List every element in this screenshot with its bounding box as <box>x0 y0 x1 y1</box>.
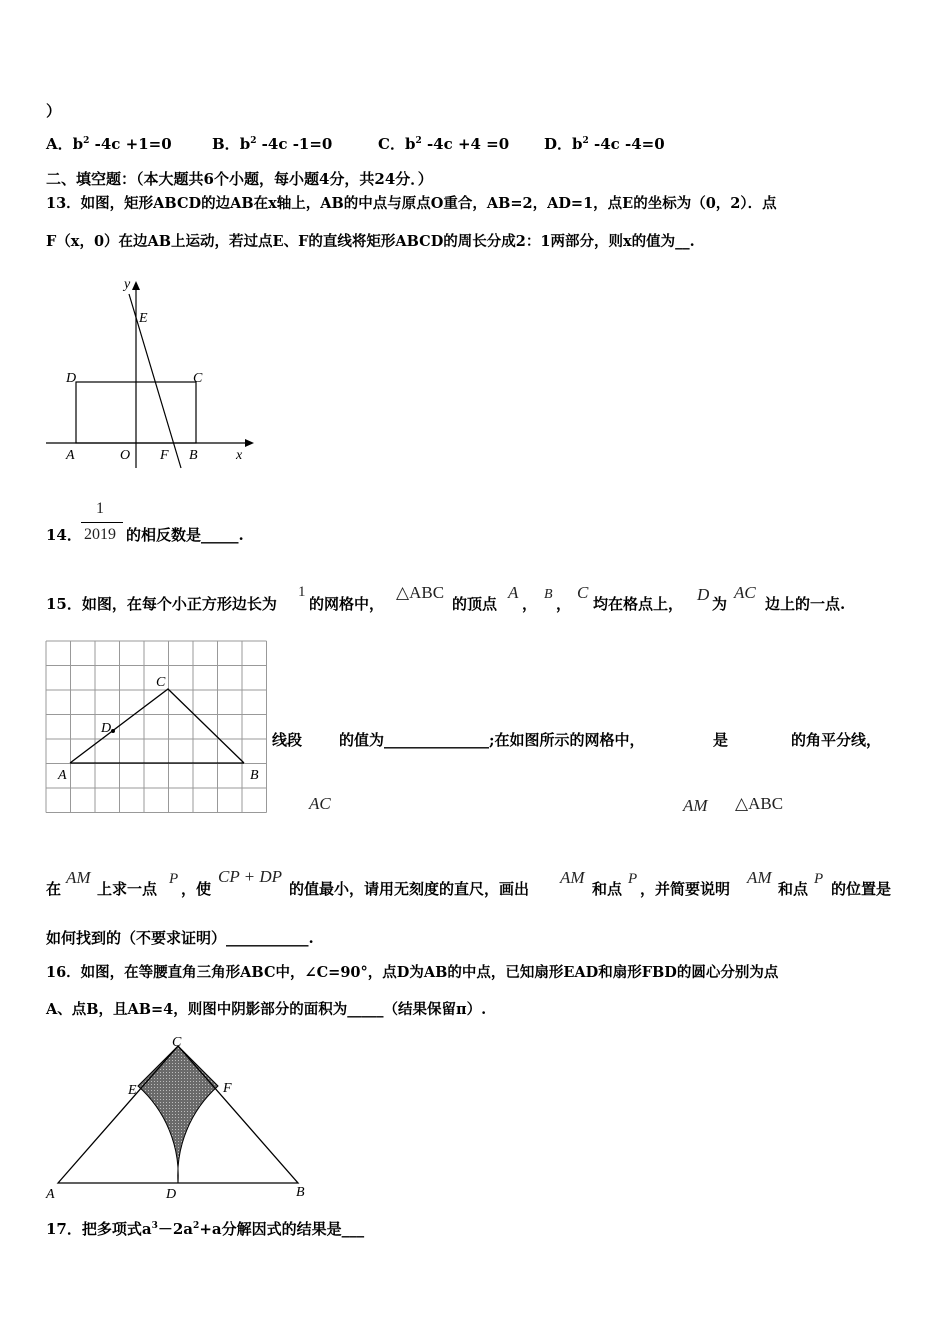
point-d <box>111 729 115 733</box>
q14-frac-denominator: 2019 <box>84 526 116 543</box>
fig16-label-e: E <box>128 1083 137 1098</box>
q15-row2-a: 线段 <box>272 731 303 749</box>
line-ef <box>129 294 181 468</box>
q15-row3-t2: ，使 <box>181 880 212 898</box>
q15-one: 1 <box>298 584 306 600</box>
q14-frac-numerator: 1 <box>96 500 104 517</box>
q15-row3-zai: 在 <box>46 880 62 898</box>
label-d: D <box>66 371 77 386</box>
fig16-label-b: B <box>296 1185 305 1200</box>
q12-option-c: C．$b^2$ -4c +4 =0 <box>378 135 510 153</box>
q12-option-a: A．$b^2$ -4c +1=0 <box>46 135 172 153</box>
q15-row3-am2: AM <box>560 868 585 887</box>
q13-line2: F（x，0）在边AB上运动，若过点E、F的直线将矩形ABCD的周长分成2：1两部分，则x的值为__. <box>46 233 695 250</box>
q15-row3-t4: 和点 <box>592 880 623 898</box>
q14-number: 14． <box>46 526 82 544</box>
q15-comma2: ， <box>556 595 572 613</box>
continued-paren: ） <box>46 102 62 120</box>
q12-option-b: B．$b^2$ -4c -1=0 <box>212 135 333 153</box>
q15-b: B <box>544 587 553 602</box>
q16-figure <box>40 1036 320 1206</box>
q15-triangle: △ABC <box>396 583 445 602</box>
q15-t4: 为 <box>712 595 728 613</box>
q15-row2-c: 是 <box>713 731 729 749</box>
label-o: O <box>120 448 131 463</box>
q15-t3: 均在格点上， <box>593 595 684 613</box>
grid-label-b: B <box>250 768 259 783</box>
fig16-label-f: F <box>223 1081 232 1096</box>
q15-row3-t1: 上求一点 <box>97 880 158 898</box>
q15-row3-t5: ，并简要说明 <box>640 880 731 898</box>
q13-line1: 13．如图，矩形ABCD的边AB在x轴上，AB的中点与原点O重合，AB=2，AD=1，点E的坐标为（0，2）．点 <box>46 195 777 212</box>
q14-text: 的相反数是_____. <box>126 526 244 544</box>
section-2-title: 二、填空题：（本大题共6个小题，每小题4分，共24分．） <box>46 170 433 188</box>
label-f: F <box>160 448 169 463</box>
q15-row3-am1: AM <box>66 868 91 887</box>
q15-under-ac: AC <box>309 794 331 813</box>
q17-line: 17．把多项式$a^3-2a^2+a$分解因式的结果是___ <box>46 1220 365 1238</box>
x-axis-arrow <box>245 439 254 447</box>
q15-row2-d: 的角平分线， <box>791 731 882 749</box>
grid-lines <box>46 641 267 813</box>
label-e: E <box>139 311 148 326</box>
q15-row3-expr: CP + DP <box>218 867 283 886</box>
q16-line1: 16．如图，在等腰直角三角形ABC中，∠C=90°，点D为AB的中点，已知扇形EAD和扇形FBD的圆心分别为点 <box>46 964 779 981</box>
grid-label-d: D <box>101 721 112 736</box>
q15-row4: 如何找到的（不要求证明）___________. <box>46 929 314 947</box>
q15-t1: 的网格中， <box>309 595 385 613</box>
q15-d: D <box>697 585 710 604</box>
label-b: B <box>189 448 198 463</box>
q15-ac: AC <box>734 583 756 602</box>
q15-row3-t6: 和点 <box>778 880 809 898</box>
q15-row3-t3: 的值最小，请用无刻度的直尺，画出 <box>289 880 530 898</box>
q15-c: C <box>577 583 589 602</box>
q15-row3-p1: P <box>169 871 179 887</box>
label-a: A <box>66 448 75 463</box>
q15-row3-p2: P <box>628 871 638 887</box>
grid-label-a: A <box>58 768 67 783</box>
q15-lead: 15．如图，在每个小正方形边长为 <box>46 595 277 613</box>
label-y: y <box>124 277 131 292</box>
q12-option-d: D．$b^2$ -4c -4=0 <box>544 135 665 153</box>
grid-label-c: C <box>156 675 166 690</box>
shaded-region <box>138 1046 218 1183</box>
q15-row2-b: 的值为______________;在如图所示的网格中， <box>339 731 645 749</box>
fig16-label-d: D <box>166 1187 177 1202</box>
label-c: C <box>193 371 203 386</box>
q15-under-am: AM <box>683 796 708 815</box>
q15-a: A <box>508 583 519 602</box>
q16-line2: A、点B，且AB=4，则图中阴影部分的面积为_____（结果保留π）. <box>46 1001 487 1018</box>
q15-t2: 的顶点 <box>452 595 498 613</box>
label-x: x <box>236 448 243 463</box>
q14-frac-bar <box>81 522 123 523</box>
q15-row3-p3: P <box>814 871 824 887</box>
y-axis-arrow <box>132 281 140 290</box>
q15-t5: 边上的一点. <box>765 595 846 613</box>
fig16-label-a: A <box>46 1187 55 1202</box>
q15-comma1: ， <box>522 595 538 613</box>
q15-under-triangle: △ABC <box>735 794 784 813</box>
q13-figure <box>40 272 260 472</box>
q15-row3-t7: 的位置是 <box>831 880 892 898</box>
q15-grid-figure <box>46 641 272 815</box>
q15-row3-am3: AM <box>747 868 772 887</box>
fig16-label-c: C <box>172 1035 182 1050</box>
